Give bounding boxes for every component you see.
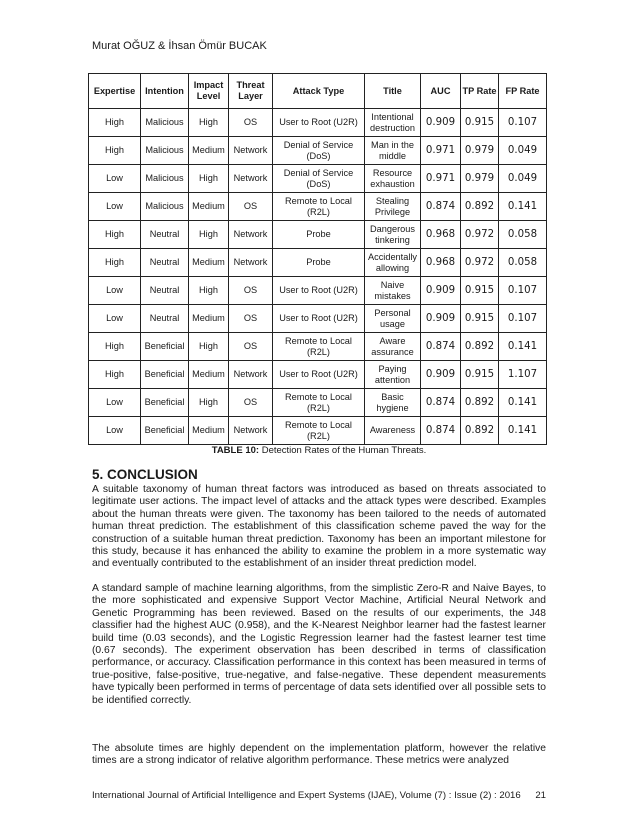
cell-intention: Malicious [141,109,189,137]
cell-tp-rate: 0.915 [461,277,499,305]
cell-fp-rate: 0.049 [499,137,547,165]
cell-attack-type: Remote to Local (R2L) [273,333,365,361]
cell-intention: Neutral [141,277,189,305]
caption-label: TABLE 10: [211,445,260,456]
cell-intention: Malicious [141,165,189,193]
cell-attack-type: Remote to Local (R2L) [273,417,365,445]
cell-attack-type: Probe [273,249,365,277]
header-tp-rate: TP Rate [461,74,499,109]
cell-auc: 0.971 [421,165,461,193]
cell-fp-rate: 0.141 [499,333,547,361]
cell-expertise: Low [89,417,141,445]
cell-impact-level: High [189,109,229,137]
header-intention: Intention [141,74,189,109]
cell-title: Aware assurance [365,333,421,361]
page-footer [92,790,546,801]
cell-title: Basic hygiene [365,389,421,417]
cell-fp-rate: 0.058 [499,221,547,249]
cell-attack-type: Remote to Local (R2L) [273,389,365,417]
cell-threat-layer: OS [229,277,273,305]
cell-auc: 0.909 [421,109,461,137]
header-auc: AUC [421,74,461,109]
header-title: Title [365,74,421,109]
table-body [89,109,547,445]
running-header-author: Murat OĞUZ & İhsan Ömür BUCAK [92,40,267,52]
header-threat-layer: Threat Layer [229,74,273,109]
table-row [89,109,547,137]
cell-title: Intentional destruction [365,109,421,137]
cell-expertise: Low [89,389,141,417]
cell-title: Man in the middle [365,137,421,165]
cell-threat-layer: Network [229,361,273,389]
table-row [89,221,547,249]
cell-threat-layer: Network [229,137,273,165]
cell-tp-rate: 0.972 [461,249,499,277]
cell-title: Personal usage [365,305,421,333]
cell-expertise: High [89,109,141,137]
cell-fp-rate: 0.107 [499,277,547,305]
cell-impact-level: Medium [189,249,229,277]
cell-title: Paying attention [365,361,421,389]
cell-intention: Neutral [141,221,189,249]
cell-impact-level: Medium [189,361,229,389]
cell-tp-rate: 0.979 [461,165,499,193]
cell-tp-rate: 0.972 [461,221,499,249]
cell-intention: Neutral [141,305,189,333]
cell-auc: 0.971 [421,137,461,165]
cell-intention: Malicious [141,137,189,165]
cell-threat-layer: Network [229,165,273,193]
cell-intention: Beneficial [141,417,189,445]
cell-tp-rate: 0.892 [461,333,499,361]
table-header-row [89,74,547,109]
cell-fp-rate: 0.141 [499,389,547,417]
cell-threat-layer: Network [229,249,273,277]
cell-impact-level: Medium [189,193,229,221]
cell-tp-rate: 0.915 [461,305,499,333]
cell-tp-rate: 0.915 [461,109,499,137]
cell-attack-type: User to Root (U2R) [273,109,365,137]
cell-expertise: Low [89,305,141,333]
cell-intention: Beneficial [141,333,189,361]
cell-title: Accidentally allowing [365,249,421,277]
cell-threat-layer: OS [229,333,273,361]
header-impact-level: Impact Level [189,74,229,109]
cell-attack-type: User to Root (U2R) [273,361,365,389]
cell-impact-level: Medium [189,305,229,333]
cell-impact-level: Medium [189,417,229,445]
cell-auc: 0.968 [421,249,461,277]
cell-impact-level: High [189,277,229,305]
table-row [89,361,547,389]
header-expertise: Expertise [89,74,141,109]
cell-threat-layer: OS [229,305,273,333]
table-row [89,305,547,333]
cell-fp-rate: 0.049 [499,165,547,193]
cell-attack-type: User to Root (U2R) [273,305,365,333]
table-row [89,277,547,305]
page-number: 21 [535,790,546,801]
cell-threat-layer: Network [229,221,273,249]
cell-title: Awareness [365,417,421,445]
cell-attack-type: Denial of Service (DoS) [273,137,365,165]
cell-impact-level: High [189,165,229,193]
cell-threat-layer: OS [229,109,273,137]
cell-attack-type: Probe [273,221,365,249]
paragraph: A suitable taxonomy of human threat factors was introduced as based on threats associated to legitimate user actions. The impact level of attacks and the attack types were described. Examples about the human threats were given. The taxonomy has been tailored to the needs of automated human threat prediction. The establishment of this classification scheme paved the way for the construction of a suitable human threat prediction. Taxonomy has been an important milestone for this study, because it has enhanced the ability to examine the problem in a more systematic way and eventually contributed to the establishment of an insider threat prediction model. [92,484,546,570]
cell-tp-rate: 0.892 [461,389,499,417]
detection-rates-table [88,73,547,445]
cell-intention: Neutral [141,249,189,277]
cell-title: Naive mistakes [365,277,421,305]
header-attack-type: Attack Type [273,74,365,109]
cell-impact-level: High [189,333,229,361]
table-caption [0,445,638,456]
paragraph: A standard sample of machine learning algorithms, from the simplistic Zero-R and Naive Bayes, to the more sophisticated and expensive Support Vector Machine, Artificial Neural Network and Genetic Programming has been reviewed. Based on the results of our experiments, the J48 classifier had the highest AUC (0.958), and the K-Nearest Neighbor learner had the fastest learner build time (0.03 seconds), and the Logistic Regression learner had the fastest learner test time (0.67 seconds). The experiment observation has been described in terms of classification performance, or accuracy. Classification performance in this context has been measured in terms of true-positive, false-positive, true-negative, and false-negative. These dependent measurements have typically been performed in terms of percentage of data sets identified over all possible sets to be identified correctly. [92,583,546,706]
cell-threat-layer: OS [229,389,273,417]
cell-intention: Beneficial [141,389,189,417]
cell-expertise: High [89,333,141,361]
cell-auc: 0.874 [421,193,461,221]
cell-auc: 0.909 [421,277,461,305]
cell-title: Stealing Privilege [365,193,421,221]
cell-expertise: High [89,221,141,249]
cell-fp-rate: 0.058 [499,249,547,277]
paragraph: The absolute times are highly dependent on the implementation platform, however the relative times are a strong indicator of relative algorithm performance. These metrics were analyzed [92,743,546,767]
cell-tp-rate: 0.892 [461,417,499,445]
table-row [89,193,547,221]
cell-tp-rate: 0.915 [461,361,499,389]
cell-expertise: High [89,361,141,389]
cell-attack-type: Denial of Service (DoS) [273,165,365,193]
cell-auc: 0.909 [421,361,461,389]
caption-text: Detection Rates of the Human Threats. [259,445,427,456]
table-row [89,249,547,277]
cell-fp-rate: 0.141 [499,193,547,221]
cell-expertise: Low [89,165,141,193]
footer-journal: International Journal of Artificial Intelligence and Expert Systems (IJAE), Volume (7) : Issue (2) : 2016 [92,790,521,801]
cell-expertise: High [89,137,141,165]
cell-impact-level: High [189,389,229,417]
cell-fp-rate: 0.107 [499,109,547,137]
cell-impact-level: High [189,221,229,249]
cell-intention: Beneficial [141,361,189,389]
cell-attack-type: User to Root (U2R) [273,277,365,305]
cell-tp-rate: 0.979 [461,137,499,165]
table-row [89,165,547,193]
table-row [89,389,547,417]
cell-fp-rate: 1.107 [499,361,547,389]
cell-threat-layer: Network [229,417,273,445]
cell-auc: 0.874 [421,333,461,361]
cell-auc: 0.909 [421,305,461,333]
cell-title: Dangerous tinkering [365,221,421,249]
cell-fp-rate: 0.107 [499,305,547,333]
cell-auc: 0.874 [421,417,461,445]
cell-auc: 0.968 [421,221,461,249]
cell-threat-layer: OS [229,193,273,221]
cell-impact-level: Medium [189,137,229,165]
cell-tp-rate: 0.892 [461,193,499,221]
cell-fp-rate: 0.141 [499,417,547,445]
table-row [89,333,547,361]
table-row [89,137,547,165]
cell-auc: 0.874 [421,389,461,417]
cell-attack-type: Remote to Local (R2L) [273,193,365,221]
cell-expertise: High [89,249,141,277]
cell-title: Resource exhaustion [365,165,421,193]
table-row [89,417,547,445]
header-fp-rate: FP Rate [499,74,547,109]
cell-intention: Malicious [141,193,189,221]
cell-expertise: Low [89,277,141,305]
section-heading: 5. CONCLUSION [92,467,198,482]
cell-expertise: Low [89,193,141,221]
